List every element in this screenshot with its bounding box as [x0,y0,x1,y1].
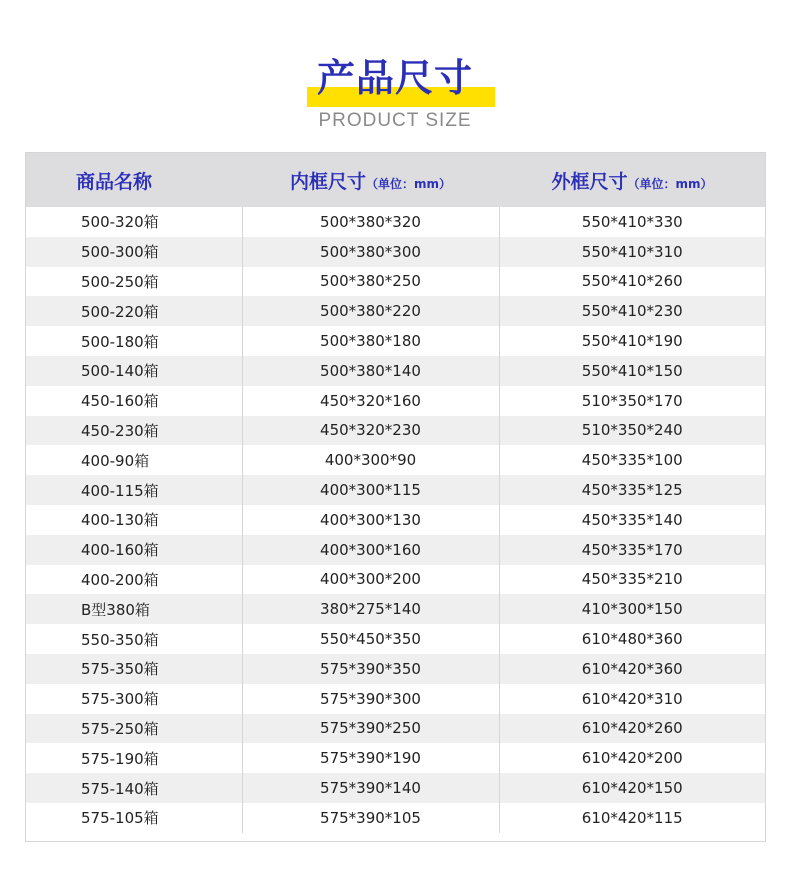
size-table-container [25,152,766,842]
cell-inner-size: 500*380*300 [242,237,499,267]
table-row [26,594,765,624]
cell-outer-size: 450*335*210 [499,565,765,595]
cell-outer-size: 450*335*100 [499,445,765,475]
cell-inner-size: 500*380*250 [242,267,499,297]
table-row [26,356,765,386]
cell-inner-size: 380*275*140 [242,594,499,624]
cell-inner-size: 400*300*115 [242,475,499,505]
column-header-label: 外框尺寸 [551,170,628,193]
cell-outer-size: 550*410*190 [499,326,765,356]
cell-outer-size: 450*335*170 [499,535,765,565]
table-row [26,684,765,714]
table-row [26,535,765,565]
cell-product-name: 575-250箱 [26,714,242,744]
size-table [26,153,765,833]
table-row [26,714,765,744]
cell-product-name: 500-250箱 [26,267,242,297]
cell-inner-size: 450*320*160 [242,386,499,416]
cell-product-name: 500-320箱 [26,207,242,237]
cell-product-name: 450-160箱 [26,386,242,416]
cell-product-name: 400-130箱 [26,505,242,535]
cell-outer-size: 550*410*260 [499,267,765,297]
cell-inner-size: 575*390*105 [242,803,499,833]
cell-inner-size: 575*390*140 [242,773,499,803]
column-header-label: 内框尺寸 [289,170,366,193]
table-row [26,207,765,237]
table-row [26,565,765,595]
cell-product-name: B型380箱 [26,594,242,624]
column-header-outer-size [499,153,765,207]
cell-product-name: 575-300箱 [26,684,242,714]
cell-product-name: 500-140箱 [26,356,242,386]
cell-inner-size: 500*380*320 [242,207,499,237]
cell-product-name: 575-350箱 [26,654,242,684]
cell-outer-size: 550*410*310 [499,237,765,267]
table-row [26,445,765,475]
table-row [26,326,765,356]
table-row [26,386,765,416]
table-row [26,416,765,446]
cell-product-name: 575-190箱 [26,743,242,773]
column-header-unit: （单位：mm） [627,176,713,191]
table-body [26,207,765,833]
table-row [26,654,765,684]
page-title [309,55,481,101]
cell-product-name: 400-200箱 [26,565,242,595]
cell-inner-size: 450*320*230 [242,416,499,446]
cell-inner-size: 400*300*130 [242,505,499,535]
cell-outer-size: 610*480*360 [499,624,765,654]
cell-outer-size: 550*410*230 [499,296,765,326]
table-row [26,475,765,505]
table-header-row [26,153,765,207]
cell-inner-size: 575*390*300 [242,684,499,714]
cell-outer-size: 610*420*310 [499,684,765,714]
cell-product-name: 450-230箱 [26,416,242,446]
cell-inner-size: 575*390*350 [242,654,499,684]
cell-outer-size: 550*410*150 [499,356,765,386]
cell-outer-size: 410*300*150 [499,594,765,624]
page-title-text: 产品尺寸 [316,56,473,100]
cell-inner-size: 400*300*160 [242,535,499,565]
table-row [26,296,765,326]
cell-product-name: 500-300箱 [26,237,242,267]
cell-outer-size: 610*420*150 [499,773,765,803]
cell-inner-size: 400*300*90 [242,445,499,475]
cell-outer-size: 610*420*115 [499,803,765,833]
table-row [26,267,765,297]
cell-outer-size: 610*420*200 [499,743,765,773]
cell-product-name: 575-105箱 [26,803,242,833]
cell-inner-size: 500*380*140 [242,356,499,386]
table-row [26,773,765,803]
cell-outer-size: 450*335*140 [499,505,765,535]
column-header-unit: （单位：mm） [366,176,452,191]
cell-product-name: 400-115箱 [26,475,242,505]
cell-inner-size: 400*300*200 [242,565,499,595]
cell-inner-size: 500*380*180 [242,326,499,356]
cell-outer-size: 610*420*260 [499,714,765,744]
cell-product-name: 500-220箱 [26,296,242,326]
cell-product-name: 575-140箱 [26,773,242,803]
cell-outer-size: 510*350*170 [499,386,765,416]
cell-inner-size: 500*380*220 [242,296,499,326]
cell-product-name: 500-180箱 [26,326,242,356]
cell-product-name: 550-350箱 [26,624,242,654]
cell-inner-size: 550*450*350 [242,624,499,654]
table-row [26,237,765,267]
table-row [26,803,765,833]
table-row [26,743,765,773]
cell-product-name: 400-90箱 [26,445,242,475]
cell-outer-size: 550*410*330 [499,207,765,237]
cell-outer-size: 450*335*125 [499,475,765,505]
table-row [26,505,765,535]
table-row [26,624,765,654]
column-header-product-name [26,153,242,207]
cell-inner-size: 575*390*190 [242,743,499,773]
cell-outer-size: 610*420*360 [499,654,765,684]
column-header-label: 商品名称 [76,170,153,193]
cell-outer-size: 510*350*240 [499,416,765,446]
cell-product-name: 400-160箱 [26,535,242,565]
cell-inner-size: 575*390*250 [242,714,499,744]
column-header-inner-size [242,153,499,207]
page-header [0,0,790,150]
page-subtitle: PRODUCT SIZE [318,110,472,131]
title-wrap [0,55,790,101]
